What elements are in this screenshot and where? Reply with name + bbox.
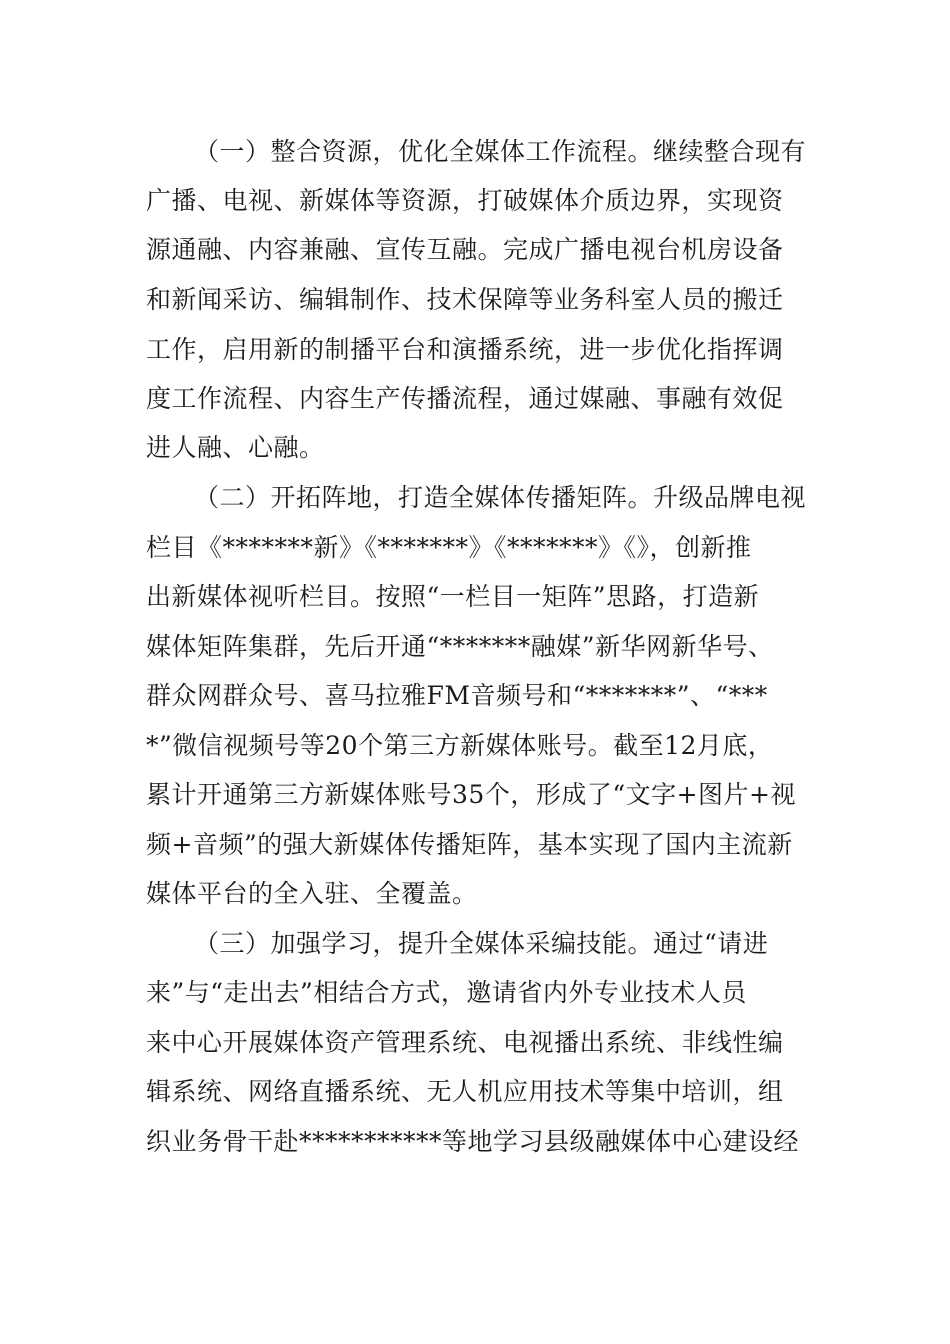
paragraph-1-line-3: 源通融、内容兼融、宣传互融。完成广播电视台机房设备: [146, 235, 784, 264]
paragraph-3-line-3: 来中心开展媒体资产管理系统、电视播出系统、非线性编: [146, 1028, 784, 1057]
paragraph-1-line-7: 进人融、心融。: [146, 433, 325, 462]
paragraph-1-line-6: 度工作流程、内容生产传播流程，通过媒融、事融有效促: [146, 384, 784, 413]
paragraph-2-line-6: *”微信视频号等20个第三方新媒体账号。截至12月底，: [146, 731, 774, 760]
paragraph-2-line-7: 累计开通第三方新媒体账号35个，形成了“文字+图片+视: [146, 780, 796, 809]
paragraph-3-line-4: 辑系统、网络直播系统、无人机应用技术等集中培训，组: [146, 1077, 784, 1106]
paragraph-1-line-4: 和新闻采访、编辑制作、技术保障等业务科室人员的搬迁: [146, 285, 784, 314]
paragraph-2-line-1: （二）开拓阵地，打造全媒体传播矩阵。升级品牌电视: [194, 483, 807, 512]
paragraph-1-line-2: 广播、电视、新媒体等资源，打破媒体介质边界，实现资: [146, 186, 784, 215]
paragraph-3-line-5: 织业务骨干赴***********等地学习县级融媒体中心建设经: [146, 1127, 800, 1156]
paragraph-1-line-5: 工作，启用新的制播平台和演播系统，进一步优化指挥调: [146, 335, 784, 364]
paragraph-2-line-5: 群众网群众号、喜马拉雅FM音频号和“*******”、“***: [146, 681, 768, 710]
paragraph-2-line-2: 栏目《*******新》《*******》《*******》《》，创新推: [146, 533, 752, 562]
paragraph-1-line-1: （一）整合资源，优化全媒体工作流程。继续整合现有: [194, 137, 807, 166]
paragraph-2-line-9: 媒体平台的全入驻、全覆盖。: [146, 879, 478, 908]
paragraph-2-line-4: 媒体矩阵集群，先后开通“*******融媒”新华网新华号、: [146, 632, 774, 661]
paragraph-2-line-8: 频+音频”的强大新媒体传播矩阵，基本实现了国内主流新: [146, 830, 793, 859]
paragraph-3-line-2: 来”与“走出去”相结合方式，邀请省内外专业技术人员: [146, 978, 747, 1007]
paragraph-3-line-1: （三）加强学习，提升全媒体采编技能。通过“请进: [194, 929, 769, 958]
paragraph-2-line-3: 出新媒体视听栏目。按照“一栏目一矩阵”思路，打造新: [146, 582, 760, 611]
